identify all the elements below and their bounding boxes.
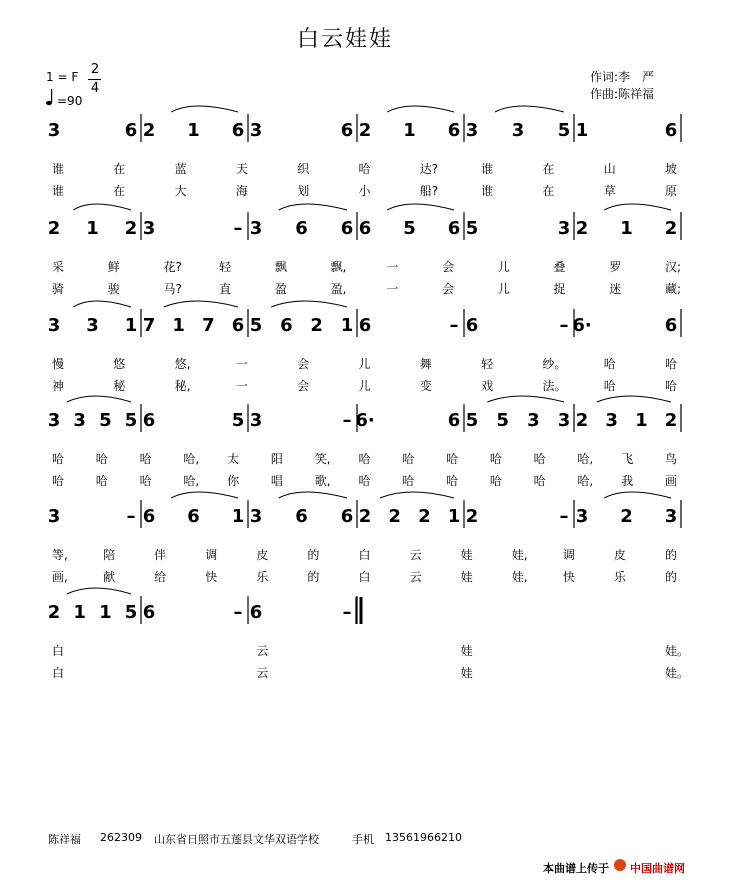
note: 2 [465, 506, 479, 527]
lyric-syllable: 哈 [665, 379, 678, 393]
note: 1 [73, 602, 86, 623]
slur [171, 106, 238, 112]
lyric-syllable: 娃 [460, 548, 473, 562]
note: 3 [557, 410, 571, 431]
note: 6 [340, 506, 354, 527]
lyric-syllable: 哈, [577, 452, 594, 466]
lyric-syllable: 罗 [609, 260, 622, 274]
note: 2 [310, 315, 323, 336]
note: – [559, 506, 569, 527]
note: 6 [295, 506, 308, 527]
note: 1 [620, 218, 633, 239]
lyric-syllable: 谁 [481, 184, 494, 198]
lyric-syllable: 马? [163, 282, 182, 296]
lyricist: 作词:李 严 [590, 70, 655, 84]
lyric-syllable: 一 [386, 282, 399, 296]
lyric-syllable: 在 [113, 184, 126, 198]
watermark-site: 中国曲谱网 [630, 862, 685, 875]
note: 1 [187, 120, 200, 141]
lyric-syllable: 哈, [183, 474, 200, 488]
note: 5 [124, 602, 138, 623]
note: 1 [340, 315, 354, 336]
lyric-syllable: 白 [358, 570, 371, 584]
lyric-syllable: 哈 [52, 452, 65, 466]
lyric-syllable: 陪 [103, 548, 116, 562]
lyric-syllable: 悠, [174, 357, 191, 371]
note: 6 [340, 218, 354, 239]
lyric-syllable: 盈 [274, 282, 287, 296]
lyric-syllable: 的 [307, 570, 320, 584]
lyric-syllable: 一 [235, 357, 248, 371]
note: 5 [403, 218, 416, 239]
lyric-syllable: 调 [562, 548, 575, 562]
note: 6 [447, 218, 461, 239]
lyric-syllable: 儿 [358, 379, 371, 393]
note: 5 [124, 410, 138, 431]
note: 6 [231, 120, 245, 141]
lyric-syllable: 哈 [402, 474, 415, 488]
lyric-syllable: 哈 [489, 474, 502, 488]
lyric-syllable: 笑, [314, 452, 331, 466]
slur [495, 106, 564, 112]
lyric-syllable: 哈 [358, 452, 371, 466]
lyric-syllable: 娃 [460, 570, 473, 584]
site-logo-icon [614, 859, 626, 871]
lyric-syllable: 汉; [665, 260, 682, 274]
lyric-syllable: 轻 [219, 260, 232, 274]
lyric-syllable: 乐 [613, 570, 626, 584]
lyric-syllable: 藏; [665, 282, 682, 296]
note: 6 [124, 120, 138, 141]
note: 3 [605, 410, 618, 431]
time-signature-bottom: 4 [90, 81, 100, 96]
lyric-syllable: 儿 [497, 282, 510, 296]
lyric-syllable: 快 [205, 570, 218, 584]
note: 3 [465, 120, 479, 141]
lyric-syllable: 皮 [613, 548, 626, 562]
note: 3 [249, 410, 263, 431]
lyric-syllable: 娃。 [665, 644, 690, 658]
note: 6 [142, 602, 156, 623]
lyric-syllable: 骏 [107, 282, 120, 296]
slur [271, 301, 347, 307]
lyric-syllable: 一 [386, 260, 399, 274]
note: 1 [635, 410, 648, 431]
lyric-syllable: 盈, [330, 282, 347, 296]
lyric-syllable: 伴 [154, 548, 167, 562]
note: 6 [231, 315, 245, 336]
lyric-syllable: 娃 [460, 666, 473, 680]
lyric-syllable: 会 [297, 357, 310, 371]
lyric-syllable: 谁 [481, 162, 494, 176]
note: 5 [496, 410, 509, 431]
lyric-syllable: 白 [52, 666, 65, 680]
lyric-syllable: 娃, [511, 548, 528, 562]
lyric-syllable: 花? [163, 260, 182, 274]
note: 6 [142, 410, 156, 431]
lyric-syllable: 调 [205, 548, 218, 562]
lyric-syllable: 纱。 [542, 357, 567, 371]
lyric-syllable: 云 [409, 570, 422, 584]
note: – [559, 315, 569, 336]
lyric-syllable: 戏 [481, 379, 494, 393]
note: 3 [527, 410, 540, 431]
note: 3 [249, 506, 263, 527]
lyric-syllable: 慢 [52, 357, 65, 371]
slur [604, 204, 671, 210]
note: 1 [99, 602, 112, 623]
lyric-syllable: 云 [409, 548, 422, 562]
note: – [342, 602, 352, 623]
lyric-syllable: 乐 [256, 570, 269, 584]
lyric-syllable: 法。 [542, 379, 567, 393]
lyric-syllable: 我 [621, 474, 634, 488]
lyric-syllable: 哈 [533, 452, 546, 466]
note: 2 [47, 602, 61, 623]
lyric-syllable: 秘 [113, 379, 126, 393]
lyric-syllable: 给 [154, 570, 167, 584]
note: 2 [388, 506, 401, 527]
lyric-syllable: 的 [665, 548, 678, 562]
note: 3 [249, 218, 263, 239]
lyric-syllable: 飘, [330, 260, 347, 274]
lyric-syllable: 达? [419, 162, 439, 176]
note: 1 [86, 218, 99, 239]
lyric-syllable: 哈 [446, 452, 459, 466]
lyric-syllable: 歌, [314, 474, 331, 488]
lyric-syllable: 哈 [603, 357, 616, 371]
slur [67, 396, 131, 402]
lyric-syllable: 一 [235, 379, 248, 393]
lyric-syllable: 迷 [609, 282, 622, 296]
slur [73, 204, 131, 210]
lyric-syllable: 云 [256, 666, 269, 680]
lyric-syllable: 在 [542, 162, 555, 176]
note: 6 [664, 315, 678, 336]
lyric-syllable: 哈 [603, 379, 616, 393]
note: 2 [575, 410, 589, 431]
lyric-syllable: 织 [297, 162, 310, 176]
lyric-syllable: 轻 [481, 357, 494, 371]
lyric-syllable: 鸟 [665, 452, 678, 466]
note: – [342, 410, 352, 431]
lyric-syllable: 白 [358, 548, 371, 562]
note: 2 [418, 506, 431, 527]
lyric-syllable: 哈 [665, 357, 678, 371]
note: 1 [403, 120, 416, 141]
note: 6 [280, 315, 293, 336]
note: 2 [142, 120, 156, 141]
note: 6 [249, 602, 263, 623]
lyric-syllable: 哈 [533, 474, 546, 488]
note: – [126, 506, 136, 527]
slur [164, 301, 238, 307]
note: 2 [124, 218, 138, 239]
slur [67, 588, 131, 594]
note: – [449, 315, 459, 336]
lyric-syllable: 哈 [402, 452, 415, 466]
note: 3 [47, 410, 61, 431]
lyric-syllable: 哈 [52, 474, 65, 488]
lyric-syllable: 捉 [553, 282, 566, 296]
note: 6 [664, 120, 678, 141]
note: 6 [465, 315, 479, 336]
note: 3 [664, 506, 678, 527]
lyric-syllable: 娃 [460, 644, 473, 658]
footer-address: 山东省日照市五莲县文华双语学校 [154, 833, 319, 846]
note: 1 [575, 120, 589, 141]
note: 5 [99, 410, 112, 431]
note: 6 [358, 218, 372, 239]
lyric-syllable: 神 [52, 379, 65, 393]
footer-name: 陈祥福 [48, 833, 81, 846]
slur [387, 204, 454, 210]
note: – [233, 218, 243, 239]
lyric-syllable: 海 [235, 184, 248, 198]
note: 1 [231, 506, 245, 527]
lyric-syllable: 秘, [174, 379, 191, 393]
lyric-syllable: 会 [442, 260, 455, 274]
lyric-syllable: 在 [113, 162, 126, 176]
tempo: =90 [57, 94, 83, 108]
lyric-syllable: 娃, [511, 570, 528, 584]
note: 3 [47, 315, 61, 336]
lyric-syllable: 哈, [577, 474, 594, 488]
slur [171, 492, 238, 498]
lyric-syllable: 白 [52, 644, 65, 658]
note: 3 [86, 315, 99, 336]
composer: 作曲:陈祥福 [590, 87, 655, 101]
lyric-syllable: 娃。 [665, 666, 690, 680]
lyric-syllable: 哈 [358, 162, 371, 176]
lyric-syllable: 原 [665, 184, 678, 198]
lyric-syllable: 的 [665, 570, 678, 584]
slur [73, 301, 131, 307]
note: 6 [142, 506, 156, 527]
note: 3 [142, 218, 156, 239]
slur [604, 492, 671, 498]
lyric-syllable: 悠 [113, 357, 126, 371]
slur [597, 396, 671, 402]
note: 1 [124, 315, 138, 336]
note: 6 [340, 120, 354, 141]
lyric-syllable: 会 [442, 282, 455, 296]
lyric-syllable: 哈, [183, 452, 200, 466]
note: 2 [358, 506, 372, 527]
lyric-syllable: 大 [174, 184, 187, 198]
lyric-syllable: 谁 [52, 184, 65, 198]
lyric-syllable: 会 [297, 379, 310, 393]
note: 3 [557, 218, 571, 239]
watermark-prefix: 本曲谱上传于 [543, 862, 609, 875]
lyric-syllable: 太 [227, 452, 240, 466]
lyric-syllable: 哈 [358, 474, 371, 488]
note: 2 [620, 506, 633, 527]
note: 6 [447, 120, 461, 141]
note: 2 [664, 218, 678, 239]
lyric-syllable: 哈 [139, 474, 152, 488]
note: 3 [73, 410, 86, 431]
lyric-syllable: 儿 [358, 357, 371, 371]
lyric-syllable: 哈 [95, 474, 108, 488]
lyric-syllable: 阳 [270, 452, 283, 466]
note: 2 [358, 120, 372, 141]
lyric-syllable: 哈 [489, 452, 502, 466]
footer-phone-label: 手机 [352, 833, 374, 846]
footer-postcode: 262309 [100, 831, 142, 844]
lyric-syllable: 哈 [446, 474, 459, 488]
note: 3 [47, 120, 61, 141]
lyric-syllable: 直 [219, 282, 232, 296]
lyric-syllable: 船? [419, 184, 439, 198]
note: 5 [231, 410, 245, 431]
lyric-syllable: 骑 [52, 282, 65, 296]
lyric-syllable: 采 [52, 260, 65, 274]
lyric-syllable: 在 [542, 184, 555, 198]
note: 5 [557, 120, 571, 141]
note: 5 [465, 410, 479, 431]
lyric-syllable: 哈 [139, 452, 152, 466]
note: 6· [355, 410, 375, 431]
lyric-syllable: 鲜 [107, 260, 120, 274]
note: 6 [187, 506, 200, 527]
note: 3 [575, 506, 589, 527]
slur [487, 396, 564, 402]
note: 6 [295, 218, 308, 239]
note: 2 [664, 410, 678, 431]
lyric-syllable: 蓝 [174, 162, 187, 176]
lyric-syllable: 草 [603, 184, 616, 198]
lyric-syllable: 哈 [95, 452, 108, 466]
lyric-syllable: 坡 [665, 162, 678, 176]
time-signature-top: 2 [90, 62, 100, 77]
footer-phone: 13561966210 [385, 831, 462, 844]
lyric-syllable: 你 [227, 474, 240, 488]
lyric-syllable: 皮 [256, 548, 269, 562]
note: 2 [575, 218, 589, 239]
note: 3 [511, 120, 525, 141]
lyric-syllable: 舞 [419, 357, 432, 371]
note: – [233, 602, 243, 623]
slur [279, 492, 347, 498]
lyric-syllable: 唱 [270, 474, 283, 488]
lyric-syllable: 儿 [497, 260, 510, 274]
lyric-syllable: 飞 [621, 452, 634, 466]
note: 3 [249, 120, 263, 141]
note: 1 [172, 315, 185, 336]
note: 3 [47, 506, 61, 527]
lyric-syllable: 云 [256, 644, 269, 658]
note: 6 [447, 410, 461, 431]
slur [380, 492, 454, 498]
note: 1 [447, 506, 461, 527]
lyric-syllable: 快 [562, 570, 575, 584]
lyric-syllable: 山 [603, 162, 616, 176]
note: 7 [142, 315, 156, 336]
note: 5 [249, 315, 263, 336]
page-title: 白云娃娃 [296, 27, 393, 52]
lyric-syllable: 划 [297, 184, 310, 198]
lyric-syllable: 天 [235, 162, 248, 176]
lyric-syllable: 叠 [553, 260, 566, 274]
lyric-syllable: 等, [52, 548, 68, 562]
lyric-syllable: 变 [419, 379, 432, 393]
slur [279, 204, 347, 210]
note: 6· [572, 315, 592, 336]
lyric-syllable: 画 [665, 474, 678, 488]
lyric-syllable: 献 [103, 570, 116, 584]
lyric-syllable: 谁 [52, 162, 65, 176]
lyric-syllable: 小 [358, 184, 371, 198]
note: 7 [202, 315, 215, 336]
key-signature: 1 = F [46, 70, 79, 84]
lyric-syllable: 的 [307, 548, 320, 562]
note: 6 [358, 315, 372, 336]
lyric-syllable: 飘 [274, 260, 287, 274]
slur [387, 106, 454, 112]
lyric-syllable: 画, [52, 570, 68, 584]
note: 5 [465, 218, 479, 239]
note: 2 [47, 218, 61, 239]
